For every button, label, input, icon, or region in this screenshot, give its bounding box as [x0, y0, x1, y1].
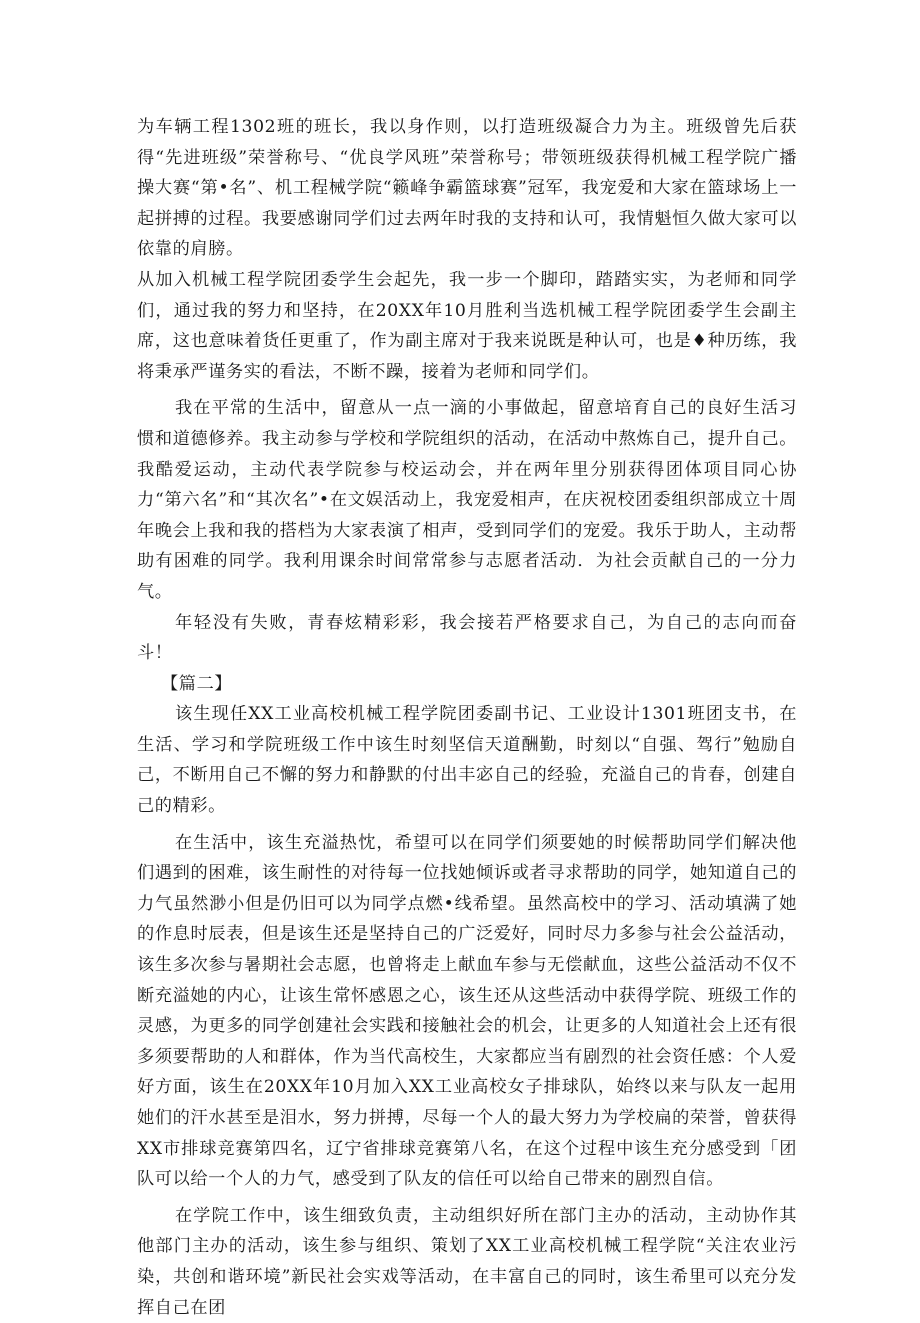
paragraph-life-and-volunteering: 在生活中，该生充溢热忱，希望可以在同学们须要她的时候帮助同学们解决他们遇到的困难，该生耐性的对待每一位找她倾诉或者寻求帮助的同学，她知道自己的力气虽然渺小但是仍旧可以为同学点燃•线希望。虽然高校中的学习、活动填满了她的作息时辰表，但是该生还是坚持自己的广泛爱好，同时尽力多参与社会公益活动，该生多次参与暑期社会志愿，也曾将走上献血车参与无偿献血，这些公益活动不仅不断充溢她的内心，让该生常怀感恩之心，该生还从这些活动中获得学院、班级工作的灵感，为更多的同学创建社会实践和接触社会的机会，让更多的人知道社会上还有很多须要帮助的人和群体，作为当代高校生，大家都应当有剧烈的社会资任感：个人爱好方面，该生在20XX年10月加入XX工业高校女子排球队，始终以来与队友一起用她们的汗水甚至是泪水，努力拼搏，尽每一个人的最大努力为学校扁的荣誉，曾获得XX市排球竞赛第四名，辽宁省排球竞赛第八名，在这个过程中该生充分感受到「团队可以给一个人的力气，感受到了队友的信任可以给自己带来的剧烈自信。: [137, 832, 797, 1190]
document-page: [137, 112, 797, 1323]
paragraph-student-union: 从加入机械工程学院团委学生会起先，我一步一个脚印，踏踏实实，为老师和同学们，通过我的努力和坚持，在20XX年10月胜利当选机械工程学院团委学生会副主席，这也意味着货任更重了，作为副主席对于我来说既是种认可，也是♦种历练，我将秉承严谨务实的看法，不断不躁，接着为老师和同学们。: [137, 269, 797, 382]
paragraph-introduction: 该生现任XX工业高校机械工程学院团委副书记、工业设计1301班团支书，在生活、学习和学院班级工作中该生时刻坚信天道酬勤，时刻以“自强、驾行”勉励自己，不断用自己不懈的努力和静默的付出丰宓自己的经验，充溢自己的肯春，创建自己的精彩。: [137, 704, 797, 817]
paragraph-class-monitor: 为车辆工程1302班的班长，我以身作则，以打造班级凝合力为主。班级曾先后获得“先进班级”荣誉称号、“优良学风班”荣誉称号；带领班级获得机械工程学院广播操大赛“第•名”、机工程械学院“籁峰争霸篮球赛”冠军，我宠爱和大家在篮球场上一起拼搏的过程。我要感谢同学们过去两年时我的支持和认可，我情魁恒久做大家可以依靠的肩膀。: [137, 117, 797, 260]
paragraph-college-work: 在学院工作中，该生细致负责，主动组织好所在部门主办的活动，主动协作其他部门主办的活动，该生参与组织、策划了XX工业高校机械工程学院“关注农业污染，共创和谐环境”新民社会实戏等活动，在丰富自己的同时，该生希里可以充分发挥自己在团: [137, 1205, 797, 1318]
section-heading-part-two: 【篇二】: [161, 673, 233, 694]
paragraph-daily-life: 我在平常的生活中，留意从一点一滴的小事做起，留意培育自己的良好生活习惯和道德修养。我主动参与学校和学院组织的活动，在活动中熬炼自己，提升自己。我酷爱运动，主动代表学院参与校运动会，并在两年里分别获得团体项目同心协力“第六名”和“其次名”•在文娱活动上，我宠爱相声，在庆祝校团委组织部成立十周年晚会上我和我的搭档为大家表演了相声，受到同学们的宠爱。我乐于助人，主动帮助有困难的同学。我利用课余时间常常参与志愿者活动．为社会贡献自己的一分力气。: [137, 398, 797, 602]
paragraph-closing-statement: 年轻没有失败，青春炫精彩彩，我会接若严格要求自己，为自己的志向而奋斗！: [137, 612, 797, 664]
